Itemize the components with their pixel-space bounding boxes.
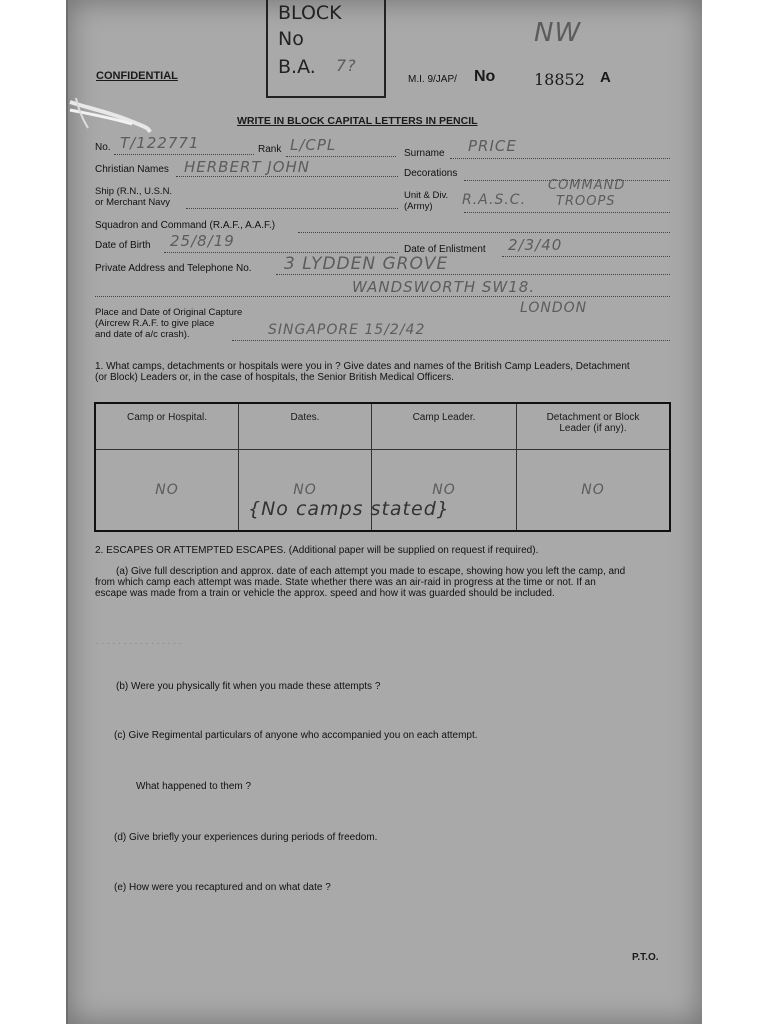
ship-label-2: or Merchant Navy: [95, 197, 170, 208]
stamp-line-3: B.A.: [278, 56, 316, 78]
unit-label-1: Unit & Div.: [404, 190, 449, 201]
capture-value: SINGAPORE 15/2/42: [268, 322, 426, 338]
capture-label-2: (Aircrew R.A.F. to give place: [95, 318, 215, 329]
unit-value: R.A.S.C.: [462, 192, 527, 208]
q2c-text: (c) Give Regimental particulars of anyone who accompanied you on each attempt.: [114, 730, 478, 741]
answer-dates: NO: [239, 450, 372, 532]
no-value: T/122771: [120, 134, 200, 152]
q1-text-2: (or Block) Leaders or, in the case of hospitals, the Senior British Medical Officers.: [95, 372, 454, 383]
unit-value-2: COMMAND: [548, 178, 626, 193]
squadron-label: Squadron and Command (R.A.F., A.A.F.): [95, 220, 276, 231]
dob-value: 25/8/19: [170, 232, 235, 250]
pto-label: P.T.O.: [632, 952, 659, 963]
no-label: No.: [95, 142, 111, 153]
stamp-line-1: BLOCK: [278, 2, 342, 24]
rank-value: L/CPL: [290, 136, 337, 154]
stamp-line-2: No: [278, 28, 304, 50]
address-line-2: WANDSWORTH SW18.: [352, 278, 536, 296]
ref-number: 18852: [534, 70, 585, 89]
q2a-line-1: (a) Give full description and approx. date of each attempt you made to escape, showing how you left the camp, and: [116, 566, 626, 577]
stamp-handwritten: 7?: [336, 56, 357, 75]
q2a-line-2: from which camp each attempt was made. State whether there was an air-raid in progress at the time or not. If an: [95, 577, 596, 588]
no-camps-note: {No camps stated}: [248, 498, 450, 520]
ship-label-1: Ship (R.N., U.S.N.: [95, 186, 173, 197]
unit-label-2: (Army): [404, 201, 433, 212]
q1-text-1: 1. What camps, detachments or hospitals were you in ? Give dates and names of the British Camp Leaders, Detachment: [95, 361, 630, 372]
enlistment-label: Date of Enlistment: [404, 244, 486, 255]
col-camp-hospital: Camp or Hospital.: [95, 403, 239, 450]
q2-heading: 2. ESCAPES OR ATTEMPTED ESCAPES. (Additional paper will be supplied on request if required).: [95, 545, 539, 556]
surname-label: Surname: [404, 148, 445, 159]
address-line-3: LONDON: [520, 300, 588, 316]
unit-value-3: TROOPS: [556, 194, 616, 209]
instruction-heading: WRITE IN BLOCK CAPITAL LETTERS IN PENCIL: [237, 115, 478, 127]
col-detachment-leader: Detachment or Block Leader (if any).: [517, 403, 671, 450]
dob-label: Date of Birth: [95, 240, 151, 251]
block-stamp: [266, 0, 386, 98]
surname-value: PRICE: [468, 137, 517, 155]
q2b-text: (b) Were you physically fit when you made these attempts ?: [116, 681, 381, 692]
q2a-line-3: escape was made from a train or vehicle the approx. speed and how it was guarded should be included.: [95, 588, 555, 599]
ref-suffix: A: [600, 69, 611, 86]
col-camp-leader: Camp Leader.: [372, 403, 517, 450]
q2d-text: (d) Give briefly your experiences during periods of freedom.: [114, 832, 378, 843]
rank-label: Rank: [258, 144, 282, 155]
decorations-label: Decorations: [404, 168, 458, 179]
twine-tie: [68, 98, 152, 134]
address-line-1: 3 LYDDEN GROVE: [284, 254, 449, 274]
q2c-followup: What happened to them ?: [136, 781, 252, 792]
answer-camp-leader: NO: [372, 450, 517, 532]
col-dates: Dates.: [239, 403, 372, 450]
christian-names-label: Christian Names: [95, 164, 169, 175]
show-through-text: · · · · · · · · · · · · · · · ·: [96, 638, 182, 648]
q2e-text: (e) How were you recaptured and on what date ?: [114, 882, 331, 893]
ref-no-label: No: [474, 68, 496, 85]
christian-names-value: HERBERT JOHN: [184, 158, 311, 176]
answer-camp: NO: [95, 450, 239, 532]
ref-prefix: M.I. 9/JAP/: [408, 74, 457, 85]
answer-detachment: NO: [517, 450, 671, 532]
enlistment-value: 2/3/40: [508, 236, 563, 254]
capture-label-3: and date of a/c crash).: [95, 329, 190, 340]
confidential-label: CONFIDENTIAL: [96, 70, 178, 82]
top-initials: NW: [534, 18, 582, 48]
capture-label-1: Place and Date of Original Capture: [95, 307, 243, 318]
address-label: Private Address and Telephone No.: [95, 263, 252, 274]
